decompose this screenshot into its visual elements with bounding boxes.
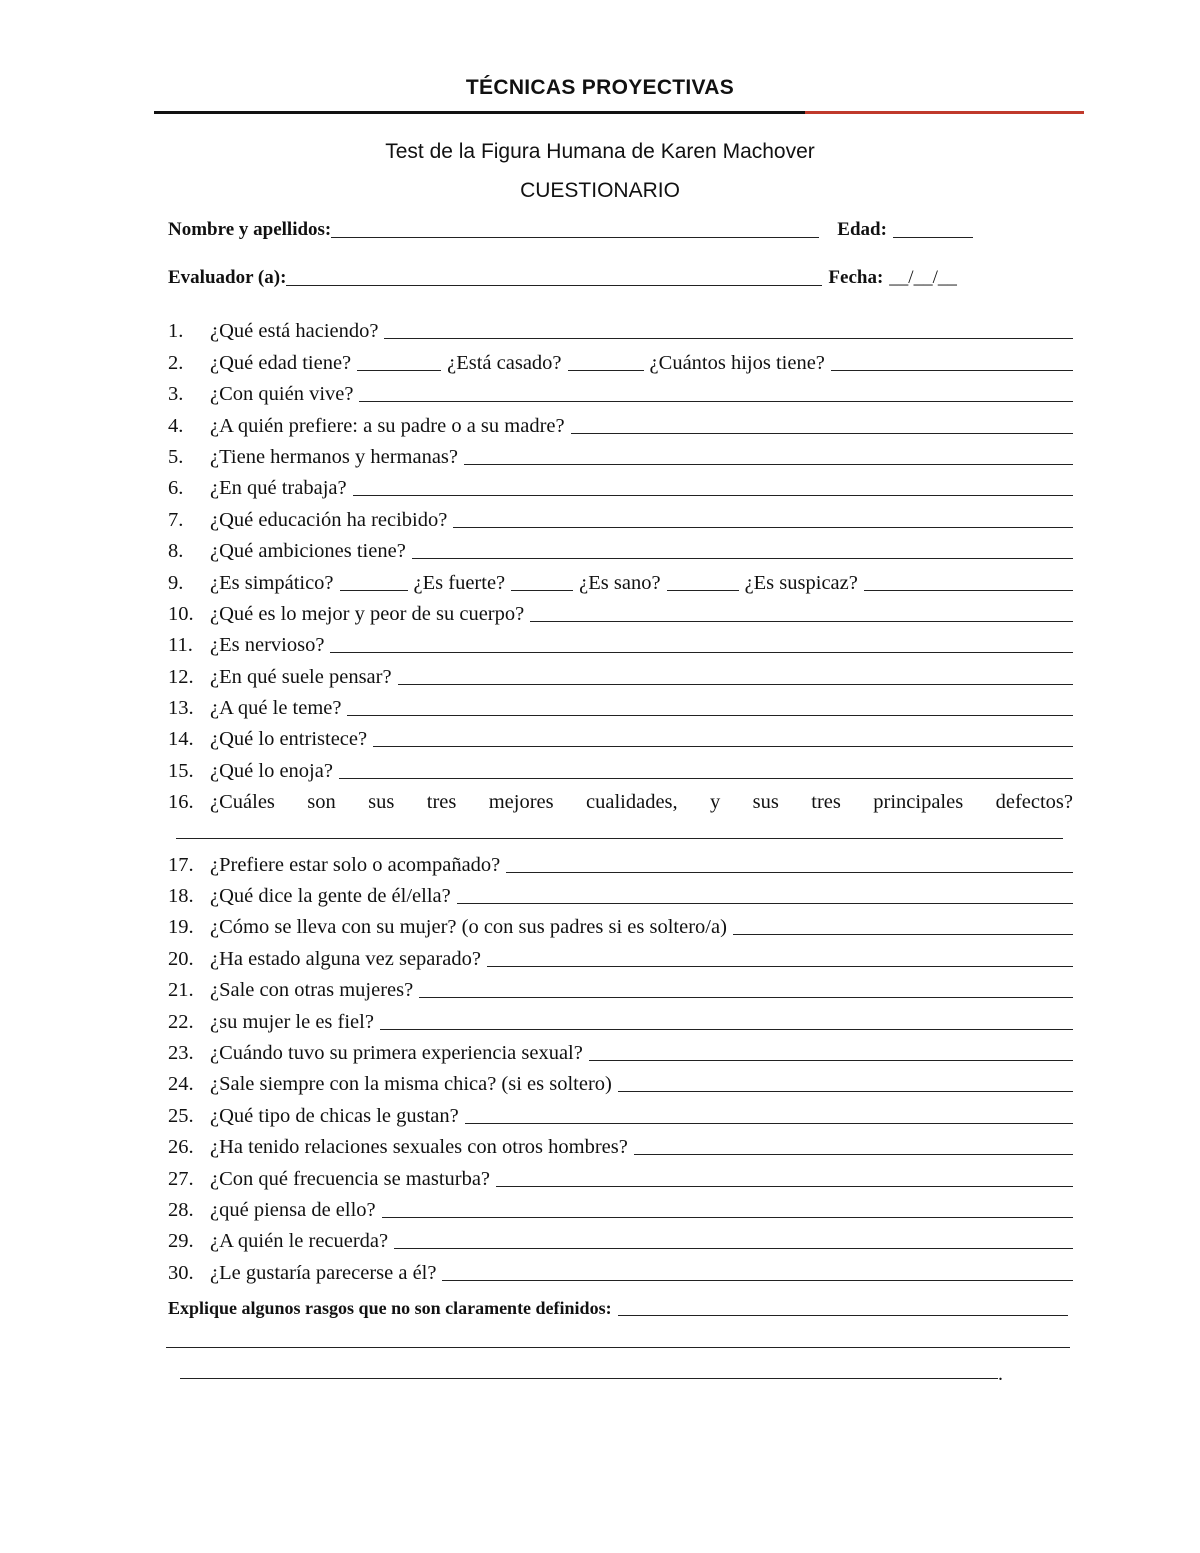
answer-blank[interactable] <box>634 1136 1073 1155</box>
section-heading: CUESTIONARIO <box>520 179 680 202</box>
question-item: 7. ¿Qué educación ha recibido? <box>168 500 1073 531</box>
question-item: 19. ¿Cómo se lleva con su mujer? (o con sus padres si es soltero/a) <box>168 908 1073 939</box>
name-age-row <box>168 213 1068 241</box>
answer-blank[interactable] <box>330 634 1073 653</box>
answer-blank[interactable] <box>864 572 1073 591</box>
question-item: 12. ¿En qué suele pensar? <box>168 657 1073 688</box>
question-item: 18. ¿Qué dice la gente de él/ella? <box>168 877 1073 908</box>
explain-line-2[interactable] <box>166 1347 1070 1348</box>
answer-blank[interactable] <box>419 979 1073 998</box>
name-label: Nombre y apellidos: <box>168 219 332 240</box>
page-title: TÉCNICAS PROYECTIVAS <box>465 76 735 99</box>
answer-blank[interactable] <box>382 1199 1073 1218</box>
question-item: 16. ¿Cuáles son sus tres mejores cualidades, y sus tres principales defectos? <box>168 791 1073 814</box>
answer-blank[interactable] <box>571 415 1073 434</box>
explain-blank[interactable] <box>618 1299 1068 1316</box>
answer-blank[interactable] <box>347 697 1073 716</box>
answer-blank[interactable] <box>394 1230 1073 1249</box>
question-item: 24. ¿Sale siempre con la misma chica? (si es soltero) <box>168 1065 1073 1096</box>
answer-blank[interactable] <box>453 509 1073 528</box>
question-item: 2. ¿Qué edad tiene? ¿Está casado? ¿Cuántos hijos tiene? <box>168 343 1073 374</box>
question-item: 13. ¿A qué le teme? <box>168 689 1073 720</box>
evaluator-blank[interactable] <box>286 267 822 286</box>
answer-blank[interactable] <box>176 838 1063 839</box>
answer-blank[interactable] <box>412 540 1073 559</box>
question-item: 27. ¿Con qué frecuencia se masturba? <box>168 1159 1073 1190</box>
answer-blank[interactable] <box>373 728 1073 747</box>
header-divider <box>154 111 1084 114</box>
evaluator-label: Evaluador (a): <box>168 267 287 288</box>
explain-label: Explique algunos rasgos que no son claramente definidos: <box>168 1298 612 1318</box>
closing-period: . <box>998 1363 1003 1385</box>
question-item: 10. ¿Qué es lo mejor y peor de su cuerpo? <box>168 595 1073 626</box>
question-item: 22. ¿su mujer le es fiel? <box>168 1002 1073 1033</box>
answer-blank[interactable] <box>465 1105 1073 1124</box>
answer-blank[interactable] <box>339 760 1073 779</box>
question-item: 21. ¿Sale con otras mujeres? <box>168 971 1073 1002</box>
answer-blank[interactable] <box>464 446 1073 465</box>
age-label: Edad: <box>837 219 887 240</box>
question-item: 4. ¿A quién prefiere: a su padre o a su madre? <box>168 406 1073 437</box>
date-label: Fecha: <box>828 267 884 288</box>
answer-blank[interactable] <box>357 352 441 371</box>
test-subtitle: Test de la Figura Humana de Karen Machover <box>385 140 815 163</box>
question-item: 1. ¿Qué está haciendo? <box>168 312 1073 343</box>
name-blank[interactable] <box>331 219 819 238</box>
answer-blank[interactable] <box>442 1262 1073 1281</box>
answer-blank[interactable] <box>384 320 1073 339</box>
question-item: 11. ¿Es nervioso? <box>168 626 1073 657</box>
answer-blank[interactable] <box>359 383 1073 402</box>
answer-blank[interactable] <box>496 1168 1073 1187</box>
question-item: 26. ¿Ha tenido relaciones sexuales con otros hombres? <box>168 1128 1073 1159</box>
answer-blank[interactable] <box>457 885 1073 904</box>
explain-row <box>168 1298 1068 1319</box>
answer-blank[interactable] <box>530 603 1073 622</box>
question-item: 28. ¿qué piensa de ello? <box>168 1191 1073 1222</box>
question-item: 14. ¿Qué lo entristece? <box>168 720 1073 751</box>
question-item: 17. ¿Prefiere estar solo o acompañado? <box>168 845 1073 876</box>
answer-blank[interactable] <box>487 948 1073 967</box>
answer-blank[interactable] <box>511 572 573 591</box>
answer-blank[interactable] <box>831 352 1073 371</box>
date-blank[interactable]: __/__/__ <box>889 267 957 288</box>
question-item: 25. ¿Qué tipo de chicas le gustan? <box>168 1096 1073 1127</box>
question-item: 30. ¿Le gustaría parecerse a él? <box>168 1253 1073 1284</box>
answer-blank[interactable] <box>340 572 408 591</box>
answer-blank[interactable] <box>568 352 644 371</box>
answer-blank[interactable] <box>667 572 739 591</box>
answer-blank[interactable] <box>398 666 1073 685</box>
question-item: 8. ¿Qué ambiciones tiene? <box>168 532 1073 563</box>
answer-blank[interactable] <box>380 1011 1073 1030</box>
answer-blank[interactable] <box>353 477 1073 496</box>
explain-line-3[interactable] <box>180 1378 998 1379</box>
question-item: 29. ¿A quién le recuerda? <box>168 1222 1073 1253</box>
answer-blank[interactable] <box>506 854 1073 873</box>
question-item: 23. ¿Cuándo tuvo su primera experiencia sexual? <box>168 1034 1073 1065</box>
answer-blank[interactable] <box>733 916 1073 935</box>
question-list <box>168 312 1073 1285</box>
question-item: 9. ¿Es simpático? ¿Es fuerte? ¿Es sano? ¿Es suspicaz? <box>168 563 1073 594</box>
evaluator-date-row <box>168 261 1068 289</box>
question-item: 6. ¿En qué trabaja? <box>168 469 1073 500</box>
question-item: 15. ¿Qué lo enoja? <box>168 751 1073 782</box>
question-item: 3. ¿Con quién vive? <box>168 375 1073 406</box>
answer-blank[interactable] <box>618 1073 1073 1092</box>
question-item: 20. ¿Ha estado alguna vez separado? <box>168 939 1073 970</box>
question-item: 5. ¿Tiene hermanos y hermanas? <box>168 438 1073 469</box>
answer-line <box>168 814 1073 845</box>
age-blank[interactable] <box>893 219 973 238</box>
answer-blank[interactable] <box>589 1042 1073 1061</box>
